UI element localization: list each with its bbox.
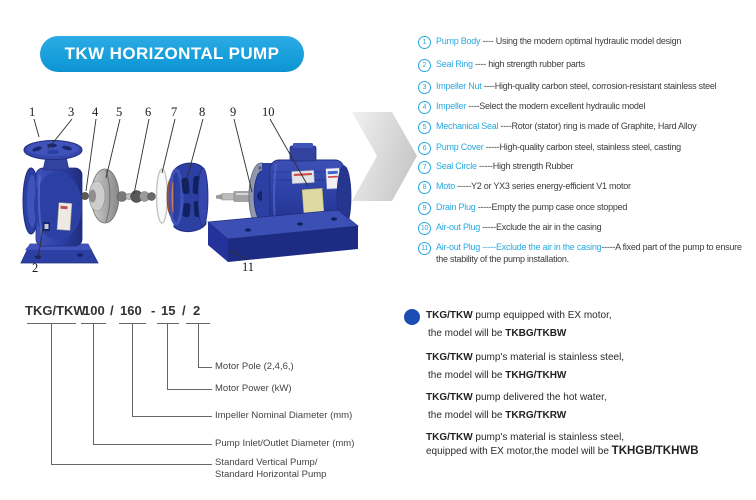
note-model-code: TKRG/TKRW bbox=[505, 410, 567, 421]
callout-2: 2 bbox=[32, 261, 39, 275]
motor-base-art bbox=[208, 210, 358, 262]
note-line bbox=[426, 432, 624, 443]
part-name: Impeller Nut bbox=[436, 81, 482, 91]
note-text: the model will be bbox=[428, 370, 506, 381]
callout-7: 7 bbox=[171, 105, 178, 119]
note-prefix: TKG/TKW bbox=[426, 392, 473, 403]
part-desc: -----Empty the pump case once stopped bbox=[475, 202, 628, 212]
pump-cover-art bbox=[170, 163, 208, 231]
list-item bbox=[418, 161, 573, 174]
list-item bbox=[418, 222, 601, 235]
callout-3: 3 bbox=[68, 105, 75, 119]
callout-9: 9 bbox=[230, 105, 237, 119]
circled-number-icon: 1 bbox=[418, 36, 431, 49]
model-token-inlet: 100 bbox=[83, 303, 105, 318]
note-prefix: TKG/TKW bbox=[426, 352, 473, 363]
part-name: Air-out Plug bbox=[436, 242, 481, 252]
callout-1: 1 bbox=[29, 105, 36, 119]
part-name: Seal Ring bbox=[436, 59, 473, 69]
model-token-impeller: 160 bbox=[120, 303, 142, 318]
part-name: Pump Cover bbox=[436, 142, 484, 152]
list-item bbox=[418, 121, 696, 134]
circled-number-icon: 3 bbox=[418, 81, 431, 94]
note-line bbox=[428, 410, 566, 421]
circled-number-icon: 7 bbox=[418, 161, 431, 174]
circled-number-icon: 11 bbox=[418, 242, 431, 255]
list-item bbox=[418, 202, 627, 215]
callout-4: 4 bbox=[92, 105, 99, 119]
part-name: Moto bbox=[436, 181, 456, 191]
note-model-code: TKHG/TKHW bbox=[505, 370, 567, 381]
note-line bbox=[426, 310, 612, 321]
note-text: pump's material is stainless steel, bbox=[472, 352, 625, 363]
bullet-dot-icon bbox=[404, 309, 420, 325]
note-text: pump equipped with EX motor, bbox=[472, 310, 612, 321]
circled-number-icon: 6 bbox=[418, 142, 431, 155]
note-text: equipped with EX motor,the model will be bbox=[426, 446, 612, 457]
part-desc: -----Exclude the air in the casing bbox=[480, 222, 602, 232]
note-line bbox=[428, 328, 566, 339]
part-name: Impeller bbox=[436, 101, 467, 111]
circled-number-icon: 2 bbox=[418, 59, 431, 72]
connector-line bbox=[51, 323, 52, 464]
circled-number-icon: 4 bbox=[418, 101, 431, 114]
model-token-power: 15 bbox=[161, 303, 176, 318]
connector-line bbox=[198, 367, 212, 368]
part-name: Drain Plug bbox=[436, 202, 476, 212]
label-motor-power: Motor Power (kW) bbox=[215, 383, 292, 394]
underline-bar bbox=[157, 323, 179, 324]
circled-number-icon: 9 bbox=[418, 202, 431, 215]
label-motor-pole: Motor Pole (2,4,6,) bbox=[215, 361, 294, 372]
part-name: Air-out Plug bbox=[436, 222, 481, 232]
label-inlet-outlet-diameter: Pump Inlet/Outlet Diameter (mm) bbox=[215, 438, 355, 449]
note-prefix: TKG/TKW bbox=[426, 432, 473, 443]
part-desc: -----High strength Rubber bbox=[476, 161, 574, 171]
note-text: the model will be bbox=[428, 328, 506, 339]
note-line bbox=[426, 392, 607, 403]
part-desc: -----A fixed part of the pump to ensure the stability of the pump installation. bbox=[436, 242, 742, 264]
mechanical-seal-art bbox=[117, 191, 156, 203]
label-impeller-diameter: Impeller Nominal Diameter (mm) bbox=[215, 410, 353, 421]
part-desc: ---- high strength rubber parts bbox=[472, 59, 585, 69]
title-banner bbox=[40, 36, 304, 72]
note-text: pump delivered the hot water, bbox=[472, 392, 607, 403]
list-item bbox=[418, 36, 681, 49]
part-desc: ----Rotor (stator) ring is made of Graphite, Hard Alloy bbox=[498, 121, 697, 131]
note-line bbox=[426, 445, 699, 457]
part-desc: ---- Using the modern optimal hydraulic model design bbox=[480, 36, 682, 46]
right-arrow-icon bbox=[352, 112, 417, 201]
part-name: Mechanical Seal bbox=[436, 121, 499, 131]
page-title: TKW HORIZONTAL PUMP bbox=[64, 44, 280, 63]
callout-10: 10 bbox=[262, 105, 275, 119]
model-token-slash2: / bbox=[182, 303, 186, 318]
callout-6: 6 bbox=[145, 105, 152, 119]
list-item bbox=[418, 242, 754, 265]
part-desc: -----Y2 or YX3 series energy-efficient V1 motor bbox=[455, 181, 631, 191]
note-text: pump's material is stainless steel, bbox=[472, 432, 625, 443]
model-token-series: TKG/TKW bbox=[25, 303, 86, 318]
connector-line bbox=[132, 323, 133, 416]
circled-number-icon: 10 bbox=[418, 222, 431, 235]
pump-exploded-diagram bbox=[15, 95, 425, 290]
list-item bbox=[418, 142, 681, 155]
list-item bbox=[418, 101, 645, 114]
note-model-code: TKBG/TKBW bbox=[505, 328, 567, 339]
part-name: Pump Body bbox=[436, 36, 481, 46]
impeller-nut-art bbox=[81, 192, 88, 199]
model-token-pole: 2 bbox=[193, 303, 201, 318]
connector-line bbox=[93, 323, 94, 444]
connector-line bbox=[93, 444, 212, 445]
circled-number-icon: 5 bbox=[418, 121, 431, 134]
note-model-code: TKHGB/TKHWB bbox=[611, 445, 699, 457]
connector-line bbox=[198, 323, 199, 367]
callout-11: 11 bbox=[242, 260, 255, 274]
part-desc: -----High-quality carbon steel, stainless steel, casting bbox=[483, 142, 681, 152]
callout-8: 8 bbox=[199, 105, 206, 119]
connector-line bbox=[167, 389, 212, 390]
list-item bbox=[418, 181, 631, 194]
connector-line bbox=[132, 416, 212, 417]
connector-line bbox=[51, 464, 212, 465]
part-desc: ----High-quality carbon steel, corrosion-resistant stainless steel bbox=[481, 81, 717, 91]
list-item bbox=[418, 59, 585, 72]
note-prefix: TKG/TKW bbox=[426, 310, 473, 321]
label-standard-pump-line1: Standard Vertical Pump/ bbox=[215, 457, 318, 468]
impeller-art bbox=[89, 169, 119, 223]
part-name: Seal Circle bbox=[436, 161, 477, 171]
note-line bbox=[426, 352, 624, 363]
seal-circle-art bbox=[157, 169, 168, 223]
circled-number-icon: 8 bbox=[418, 181, 431, 194]
label-standard-pump-line2: Standard Horizontal Pump bbox=[215, 469, 327, 480]
note-line bbox=[428, 370, 566, 381]
connector-line bbox=[167, 323, 168, 389]
model-token-dash: - bbox=[151, 303, 156, 318]
list-item bbox=[418, 81, 716, 94]
pump-body-art bbox=[21, 141, 98, 264]
part-desc-highlight: -----Exclude the air in the casing bbox=[480, 242, 602, 252]
model-token-slash: / bbox=[110, 303, 114, 318]
part-desc: ----Select the modern excellent hydraulic model bbox=[466, 101, 646, 111]
note-text: the model will be bbox=[428, 410, 506, 421]
callout-5: 5 bbox=[116, 105, 123, 119]
